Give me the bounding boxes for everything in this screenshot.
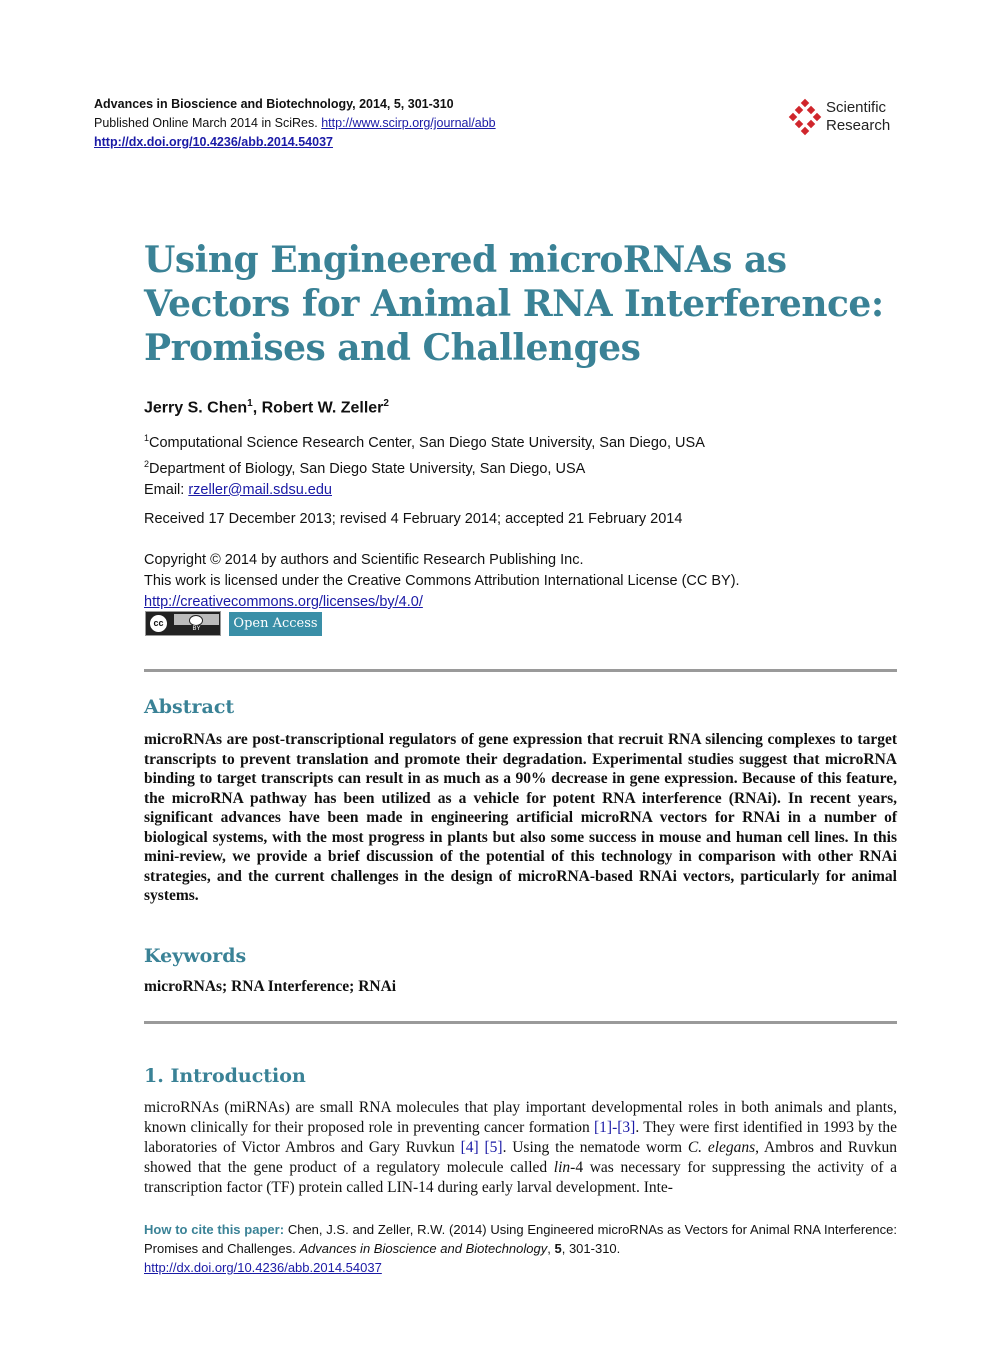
intro-text-2: . They were first identified in 1993 by the laboratories of Victor Ambros and Gary Ruvkun <box>144 1119 897 1156</box>
keywords-heading: Keywords <box>144 945 247 967</box>
license-statement: This work is licensed under the Creative Commons Attribution International License (CC BY). <box>144 573 740 589</box>
authors <box>144 398 389 417</box>
how-to-cite <box>144 1220 897 1277</box>
email-line <box>144 480 705 501</box>
published-line <box>94 114 496 133</box>
submission-dates: Received 17 December 2013; revised 4 February 2014; accepted 21 February 2014 <box>144 511 683 527</box>
doi-line <box>94 133 496 152</box>
author-separator: , <box>252 399 262 417</box>
author-2-affiliation-mark: 2 <box>383 398 389 409</box>
section-divider-top <box>144 669 897 672</box>
abstract-text: microRNAs are post-transcriptional regulators of gene expression that recruit RNA silencing complexes to target transcripts to prevent translation and promote their degradation. Experimental studies suggest that microRNA binding to target transcripts can result in as much as a 90% decrease in gene expression. Because of this feature, the microRNA pathway has been utilized as a vehicle for potent RNA interference (RNAi). In recent years, significant advances have been made in engineering artificial microRNA vectors for RNAi in a number of biological systems, with the most progress in plants but also some success in mouse and human cell lines. In this mini-review, we provide a brief discussion of the potential of this technology in comparison with other RNAi strategies, and the current challenges in the design of microRNA-based RNAi vectors, particularly for animal systems. <box>144 731 897 904</box>
open-access-badge[interactable]: Open Access <box>229 612 322 636</box>
intro-text-1: microRNAs (miRNAs) are small RNA molecules that play important developmental roles in both animals and plants, known clinically for their proposed role in preventing cancer formation <box>144 1099 897 1136</box>
by-label: BY <box>174 625 219 633</box>
scientific-research-logo-icon <box>788 98 824 138</box>
email-link[interactable]: rzeller@mail.sdsu.edu <box>188 481 332 498</box>
citation-doi-link[interactable]: http://dx.doi.org/10.4236/abb.2014.54037 <box>144 1260 382 1275</box>
intro-text-5: , Ambros and Ruvkun showed that the gene product of a regulatory molecule called <box>144 1139 897 1176</box>
license-url-line <box>144 592 740 613</box>
citation-text-2: , <box>547 1241 555 1256</box>
citation-doi-line <box>144 1258 897 1277</box>
affiliations <box>144 428 705 501</box>
logo-text <box>826 99 890 135</box>
citation-link-1-3[interactable]: [1]-[3] <box>594 1119 636 1136</box>
citation-volume: 5 <box>554 1241 562 1256</box>
section-divider-bottom <box>144 1021 897 1024</box>
citation-link-4[interactable]: [4] <box>460 1139 479 1156</box>
publisher-logo[interactable] <box>788 96 908 142</box>
cc-icon <box>149 614 168 633</box>
paper-title: Using Engineered microRNAs as Vectors for Animal RNA Interference: Promises and Challenges <box>144 239 884 369</box>
abstract-heading: Abstract <box>144 696 235 718</box>
how-to-cite-label: How to cite this paper: <box>144 1222 288 1237</box>
gene-name: lin <box>553 1159 571 1176</box>
introduction-heading: 1. Introduction <box>144 1065 306 1087</box>
intro-text-4: . Using the nematode worm <box>502 1139 688 1156</box>
author-1-affiliation-mark: 1 <box>247 398 253 409</box>
email-label: Email: <box>144 481 189 498</box>
doi-link[interactable]: http://dx.doi.org/10.4236/abb.2014.54037 <box>94 135 333 149</box>
citation-text-3: , 301-310. <box>561 1241 621 1256</box>
logo-line-1: Scientific <box>826 99 887 116</box>
copyright-line: Copyright © 2014 by authors and Scientific Research Publishing Inc. <box>144 552 584 568</box>
journal-info <box>94 95 496 152</box>
author-1: Jerry S. Chen <box>144 399 248 417</box>
logo-line-2: Research <box>826 117 891 134</box>
affiliation-2-text: Department of Biology, San Diego State University, San Diego, USA <box>149 460 586 477</box>
affiliation-1-mark: 1 <box>144 433 150 443</box>
affiliation-2-mark: 2 <box>144 458 150 469</box>
affiliation-2 <box>144 454 705 480</box>
attribution-icon <box>174 614 219 633</box>
citation-journal: Advances in Bioscience and Biotechnology <box>299 1241 548 1256</box>
affiliation-1 <box>144 428 705 454</box>
journal-url-link[interactable]: http://www.scirp.org/journal/abb <box>321 116 496 130</box>
introduction-text <box>144 1098 897 1198</box>
affiliation-1-text: Computational Science Research Center, San Diego State University, San Diego, USA <box>149 434 705 451</box>
author-2: Robert W. Zeller <box>261 399 384 417</box>
species-name: C. elegans <box>687 1139 756 1156</box>
license-url-link[interactable]: http://creativecommons.org/licenses/by/4.0/ <box>144 594 423 610</box>
keywords-text: microRNAs; RNA Interference; RNAi <box>144 978 397 995</box>
intro-text-6: -4 was necessary for suppressing the activity of a transcription factor (TF) protein called LIN-14 during early larval development. Inte- <box>144 1159 897 1196</box>
license-block <box>144 550 740 613</box>
published-text: Published Online March 2014 in SciRes. <box>94 116 322 130</box>
citation-link-5[interactable]: [5] <box>484 1139 503 1156</box>
cc-by-badge[interactable] <box>145 611 221 636</box>
citation-text <box>144 1220 897 1258</box>
citation-text-1: Chen, J.S. and Zeller, R.W. (2014) Using Engineered microRNAs as Vectors for Animal RNA Interference: Promises and Challenges. <box>144 1222 898 1256</box>
journal-citation-line: Advances in Bioscience and Biotechnology, 2014, 5, 301-310 <box>94 97 454 111</box>
cc-icon-text: cc <box>153 618 164 628</box>
